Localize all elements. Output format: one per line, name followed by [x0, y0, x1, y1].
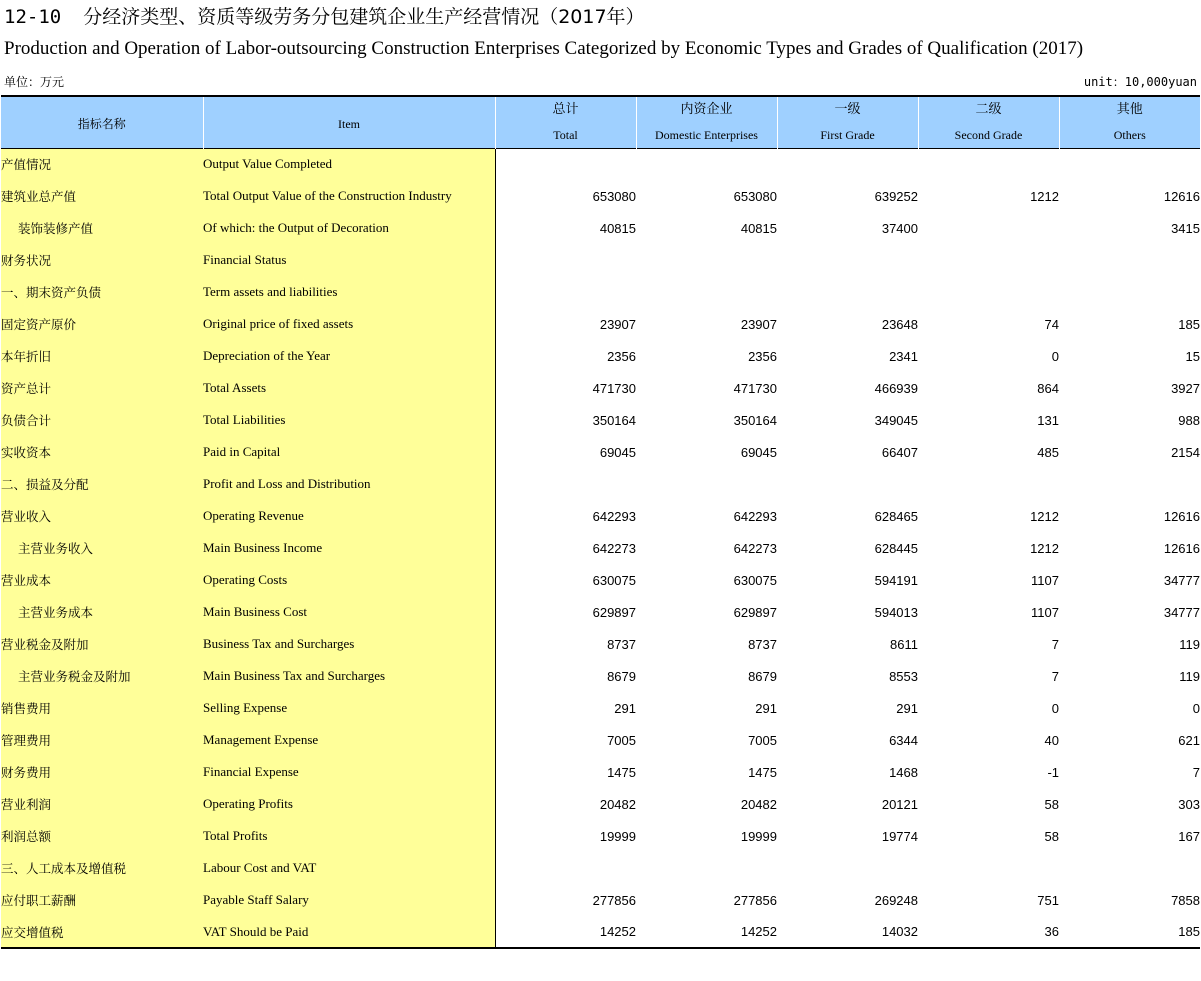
row-label-en: Total Profits	[203, 820, 495, 852]
row-label-cn: 产值情况	[1, 148, 203, 180]
cell-total: 653080	[592, 188, 636, 204]
cell-first-grade: 628465	[874, 508, 918, 524]
table-row	[1, 436, 1200, 468]
row-label-en: Total Liabilities	[203, 404, 495, 436]
cell-domestic: 20482	[740, 796, 777, 812]
cell-total: 8737	[607, 636, 636, 652]
cell-total: 642293	[592, 508, 636, 524]
table-row	[1, 532, 1200, 564]
cell-others	[1059, 276, 1200, 308]
cell-domestic: 14252	[740, 924, 777, 939]
table-row	[1, 180, 1200, 212]
cell-others: 167	[1178, 828, 1200, 844]
row-label-en: Financial Status	[203, 244, 495, 276]
cell-first-grade: 66407	[881, 444, 918, 460]
cell-others: 12616	[1163, 540, 1200, 556]
cell-first-grade: 594191	[874, 572, 918, 588]
cell-second-grade	[918, 212, 1059, 244]
cell-domestic	[636, 276, 777, 308]
cell-first-grade: 8611	[890, 636, 918, 652]
row-label-cn: 营业税金及附加	[1, 628, 203, 660]
table-row	[1, 756, 1200, 788]
table-header	[1, 96, 1200, 148]
cell-domestic: 40815	[740, 220, 777, 236]
cell-others: 2154	[1171, 444, 1200, 460]
cell-second-grade: 485	[1037, 444, 1059, 460]
row-label-en: Selling Expense	[203, 692, 495, 724]
cell-others: 303	[1178, 796, 1200, 812]
cell-first-grade	[777, 852, 918, 884]
cell-total: 2356	[607, 348, 636, 364]
row-label-en: Business Tax and Surcharges	[203, 628, 495, 660]
cell-others: 621	[1178, 732, 1200, 748]
table-row	[1, 852, 1200, 884]
cell-first-grade	[777, 276, 918, 308]
cell-first-grade: 23648	[881, 316, 918, 332]
cell-first-grade: 1468	[889, 764, 918, 780]
row-label-cn: 营业收入	[1, 500, 203, 532]
cell-others: 7	[1192, 764, 1200, 780]
cell-domestic	[636, 852, 777, 884]
header-first-grade: 一级 First Grade	[777, 96, 918, 148]
cell-domestic: 350164	[733, 412, 777, 428]
cell-second-grade: 131	[1037, 412, 1059, 428]
cell-total: 629897	[592, 604, 636, 620]
header-second-grade: 二级 Second Grade	[918, 96, 1059, 148]
cell-others: 185	[1178, 924, 1200, 939]
cell-total: 19999	[599, 828, 636, 844]
cell-second-grade: 0	[1051, 348, 1059, 364]
cell-total: 69045	[599, 444, 636, 460]
table-row	[1, 660, 1200, 692]
row-label-cn: 主营业务税金及附加	[1, 660, 203, 692]
cell-others	[1059, 148, 1200, 180]
cell-domestic: 642293	[733, 508, 777, 524]
cell-others	[1059, 244, 1200, 276]
cell-domestic: 2356	[748, 348, 777, 364]
cell-second-grade: 1212	[1030, 540, 1059, 556]
table-row	[1, 340, 1200, 372]
table-row	[1, 564, 1200, 596]
row-label-en: Operating Costs	[203, 564, 495, 596]
cell-first-grade: 639252	[874, 188, 918, 204]
cell-first-grade: 14032	[881, 924, 918, 939]
row-label-cn: 财务费用	[1, 756, 203, 788]
header-name-cn: 指标名称	[1, 96, 203, 148]
cell-second-grade: 1107	[1031, 604, 1059, 620]
row-label-cn: 主营业务收入	[1, 532, 203, 564]
cell-domestic: 23907	[740, 316, 777, 332]
unit-label-cn: 单位：万元	[4, 75, 65, 89]
cell-second-grade: 36	[1044, 924, 1059, 939]
row-label-en: VAT Should be Paid	[203, 916, 495, 948]
row-label-cn: 资产总计	[1, 372, 203, 404]
cell-others	[1059, 468, 1200, 500]
table-row	[1, 372, 1200, 404]
cell-domestic: 642273	[733, 540, 777, 556]
cell-others: 3927	[1171, 380, 1200, 396]
row-label-en: Operating Profits	[203, 788, 495, 820]
row-label-en: Depreciation of the Year	[203, 340, 495, 372]
table-row	[1, 500, 1200, 532]
cell-others: 7858	[1171, 892, 1200, 908]
cell-total: 471730	[592, 380, 636, 396]
cell-second-grade: -1	[1047, 764, 1059, 780]
unit-label-en: unit：10,000yuan	[1083, 75, 1197, 89]
row-label-cn: 建筑业总产值	[1, 180, 203, 212]
table-row	[1, 820, 1200, 852]
cell-domestic: 277856	[733, 892, 777, 908]
row-label-en: Operating Revenue	[203, 500, 495, 532]
cell-total: 277856	[592, 892, 636, 908]
cell-total: 291	[614, 700, 636, 716]
cell-second-grade: 58	[1044, 828, 1059, 844]
cell-domestic: 69045	[740, 444, 777, 460]
cell-total: 1475	[607, 764, 636, 780]
row-label-cn: 应付职工薪酬	[1, 884, 203, 916]
row-label-cn: 利润总额	[1, 820, 203, 852]
row-label-en: Main Business Income	[203, 532, 495, 564]
row-label-en: Labour Cost and VAT	[203, 852, 495, 884]
cell-second-grade: 1212	[1030, 508, 1059, 524]
cell-domestic: 291	[755, 700, 777, 716]
table-body	[1, 148, 1200, 948]
row-label-cn: 装饰装修产值	[1, 212, 203, 244]
row-label-cn: 二、损益及分配	[1, 468, 203, 500]
table-row	[1, 788, 1200, 820]
cell-second-grade	[918, 276, 1059, 308]
cell-total	[495, 852, 636, 884]
cell-second-grade: 1212	[1030, 188, 1059, 204]
table-row	[1, 884, 1200, 916]
title-cn-text: 分经济类型、资质等级劳务分包建筑企业生产经营情况（2017年）	[83, 6, 645, 28]
row-label-en: Paid in Capital	[203, 436, 495, 468]
row-label-en: Main Business Cost	[203, 596, 495, 628]
cell-first-grade	[777, 468, 918, 500]
table-row	[1, 724, 1200, 756]
cell-first-grade: 466939	[874, 380, 918, 396]
cell-first-grade: 2341	[889, 348, 918, 364]
row-label-en: Management Expense	[203, 724, 495, 756]
cell-total: 7005	[607, 732, 636, 748]
cell-second-grade: 7	[1051, 636, 1059, 652]
cell-domestic: 8737	[748, 636, 777, 652]
cell-others	[1059, 852, 1200, 884]
row-label-cn: 固定资产原价	[1, 308, 203, 340]
cell-first-grade: 8553	[889, 668, 918, 684]
cell-first-grade	[777, 244, 918, 276]
cell-others: 988	[1178, 412, 1200, 428]
cell-second-grade	[918, 852, 1059, 884]
row-label-cn: 管理费用	[1, 724, 203, 756]
header-others: 其他 Others	[1059, 96, 1200, 148]
cell-others: 12616	[1163, 508, 1200, 524]
table-row	[1, 404, 1200, 436]
cell-total	[495, 244, 636, 276]
cell-second-grade: 0	[1051, 700, 1059, 716]
table-row	[1, 276, 1200, 308]
cell-total: 630075	[592, 572, 636, 588]
statistics-table	[1, 95, 1200, 949]
table-row	[1, 212, 1200, 244]
cell-second-grade: 751	[1037, 892, 1059, 908]
row-label-en: Financial Expense	[203, 756, 495, 788]
cell-others: 185	[1178, 316, 1200, 332]
cell-total	[495, 468, 636, 500]
cell-others: 119	[1179, 636, 1200, 652]
row-label-en: Main Business Tax and Surcharges	[203, 660, 495, 692]
cell-first-grade: 594013	[874, 604, 918, 620]
cell-domestic: 653080	[733, 188, 777, 204]
cell-total: 23907	[599, 316, 636, 332]
cell-second-grade	[918, 468, 1059, 500]
cell-second-grade: 40	[1044, 732, 1059, 748]
row-label-en: Payable Staff Salary	[203, 884, 495, 916]
cell-total	[495, 276, 636, 308]
cell-total: 8679	[607, 668, 636, 684]
cell-total: 40815	[599, 220, 636, 236]
cell-domestic: 630075	[733, 572, 777, 588]
header-total: 总计 Total	[495, 96, 636, 148]
cell-second-grade: 58	[1044, 796, 1059, 812]
row-label-en: Output Value Completed	[203, 148, 495, 180]
cell-first-grade	[777, 148, 918, 180]
cell-total	[495, 148, 636, 180]
table-number: 12-10	[4, 6, 62, 28]
row-label-en: Of which: the Output of Decoration	[203, 212, 495, 244]
table-row	[1, 628, 1200, 660]
table-row	[1, 916, 1200, 948]
row-label-cn: 销售费用	[1, 692, 203, 724]
cell-domestic	[636, 468, 777, 500]
table-row	[1, 468, 1200, 500]
table-row	[1, 148, 1200, 180]
cell-domestic: 8679	[748, 668, 777, 684]
cell-first-grade: 19774	[881, 828, 918, 844]
row-label-en: Term assets and liabilities	[203, 276, 495, 308]
cell-total: 642273	[592, 540, 636, 556]
cell-others: 34777	[1163, 604, 1200, 620]
cell-second-grade: 7	[1051, 668, 1059, 684]
cell-domestic: 1475	[748, 764, 777, 780]
cell-second-grade	[918, 244, 1059, 276]
cell-first-grade: 269248	[874, 892, 918, 908]
row-label-cn: 财务状况	[1, 244, 203, 276]
row-label-en: Total Output Value of the Construction Industry	[203, 180, 495, 212]
cell-first-grade: 6344	[889, 732, 918, 748]
cell-total: 350164	[592, 412, 636, 428]
table-title-en: Production and Operation of Labor-outsourcing Construction Enterprises Categorized by Economic Types and Grades of Qualification (2017)	[4, 38, 1084, 59]
header-domestic: 内资企业 Domestic Enterprises	[636, 96, 777, 148]
cell-others: 0	[1192, 700, 1200, 716]
row-label-cn: 三、人工成本及增值税	[1, 852, 203, 884]
cell-second-grade: 1107	[1031, 572, 1059, 588]
table-title-cn	[4, 4, 645, 30]
row-label-cn: 一、期末资产负债	[1, 276, 203, 308]
cell-first-grade: 291	[896, 700, 918, 716]
cell-first-grade: 37400	[881, 220, 918, 236]
row-label-en: Profit and Loss and Distribution	[203, 468, 495, 500]
cell-domestic: 19999	[740, 828, 777, 844]
cell-second-grade: 74	[1044, 316, 1059, 332]
cell-domestic	[636, 244, 777, 276]
cell-first-grade: 628445	[874, 540, 918, 556]
cell-domestic: 7005	[748, 732, 777, 748]
row-label-cn: 实收资本	[1, 436, 203, 468]
header-item: Item	[203, 96, 495, 148]
row-label-en: Total Assets	[203, 372, 495, 404]
cell-total: 14252	[599, 924, 636, 939]
row-label-cn: 本年折旧	[1, 340, 203, 372]
row-label-cn: 营业成本	[1, 564, 203, 596]
cell-second-grade: 864	[1037, 380, 1059, 396]
row-label-cn: 主营业务成本	[1, 596, 203, 628]
cell-others: 119	[1179, 668, 1200, 684]
row-label-en: Original price of fixed assets	[203, 308, 495, 340]
row-label-cn: 应交增值税	[1, 916, 203, 948]
table-row	[1, 244, 1200, 276]
row-label-cn: 营业利润	[1, 788, 203, 820]
cell-others: 15	[1185, 348, 1200, 364]
cell-others: 34777	[1163, 572, 1200, 588]
table-row	[1, 596, 1200, 628]
table-row	[1, 308, 1200, 340]
row-label-cn: 负债合计	[1, 404, 203, 436]
cell-first-grade: 20121	[881, 796, 918, 812]
cell-first-grade: 349045	[874, 412, 918, 428]
cell-total: 20482	[599, 796, 636, 812]
cell-others: 12616	[1163, 188, 1200, 204]
cell-others: 3415	[1171, 220, 1200, 236]
cell-second-grade	[918, 148, 1059, 180]
cell-domestic: 471730	[733, 380, 777, 396]
table-row	[1, 692, 1200, 724]
cell-domestic	[636, 148, 777, 180]
cell-domestic: 629897	[733, 604, 777, 620]
